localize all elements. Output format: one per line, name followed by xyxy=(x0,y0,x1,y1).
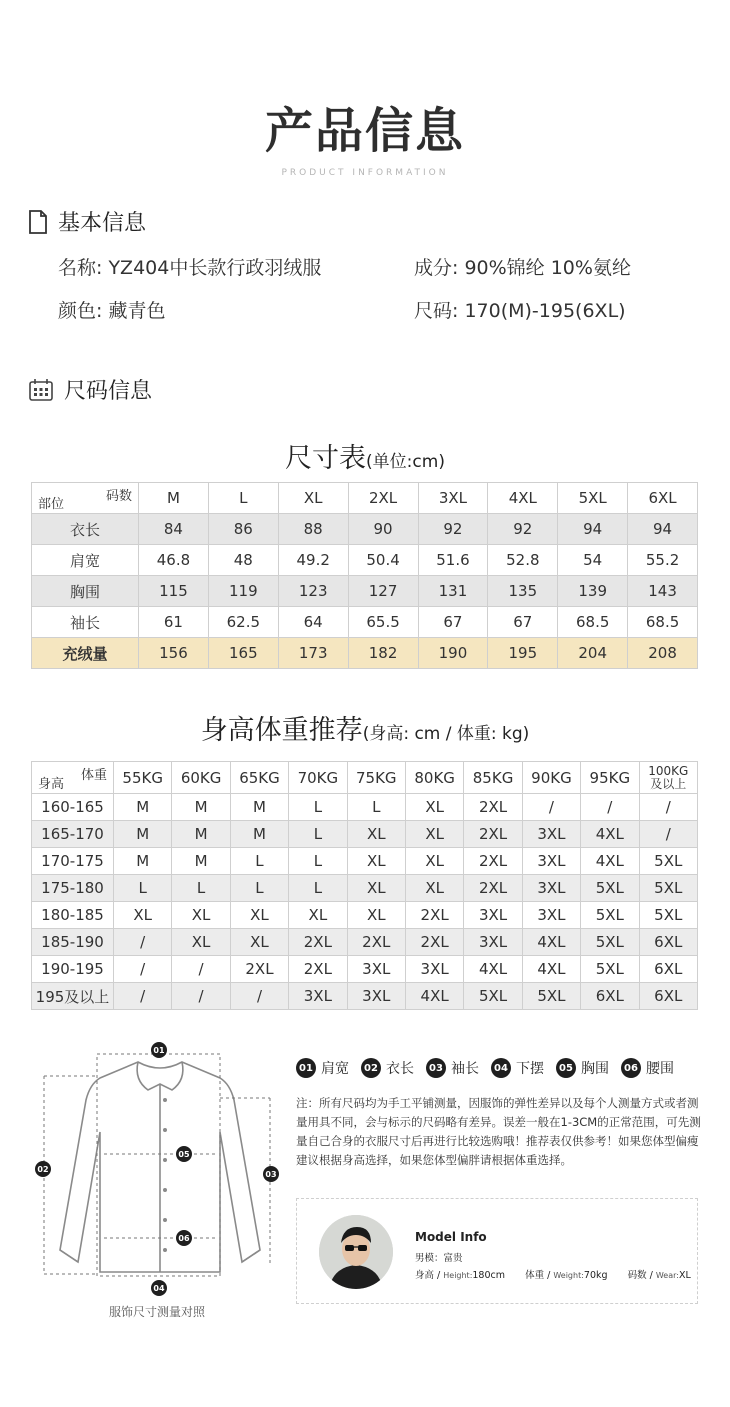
rec-cell: 3XL xyxy=(347,983,405,1010)
recommendation-table xyxy=(31,761,698,1010)
rec-cell: XL xyxy=(405,875,463,902)
marker-06: 06 xyxy=(176,1230,192,1246)
rec-cell: 3XL xyxy=(347,956,405,983)
model-stats xyxy=(415,1267,691,1281)
rec-cell: 6XL xyxy=(639,983,697,1010)
rec-cell: 2XL xyxy=(464,794,522,821)
size-cell: 208 xyxy=(628,638,698,669)
size-cell: 86 xyxy=(208,514,278,545)
weight-column-header: 100KG 及以上 xyxy=(639,762,697,794)
rec-cell: 6XL xyxy=(639,929,697,956)
rec-cell: / xyxy=(230,983,288,1010)
rec-cell: L xyxy=(114,875,172,902)
rec-cell: 4XL xyxy=(464,956,522,983)
legend-item xyxy=(556,1058,609,1078)
model-weight-label: 体重 / xyxy=(525,1270,554,1281)
rec-cell: / xyxy=(581,794,639,821)
size-cell: 195 xyxy=(488,638,558,669)
size-table-row xyxy=(32,607,698,638)
size-cell: 64 xyxy=(278,607,348,638)
size-cell: 115 xyxy=(139,576,209,607)
rec-cell: 4XL xyxy=(405,983,463,1010)
size-table-corner xyxy=(32,483,139,514)
corner-height-label: 身高 xyxy=(38,777,65,792)
size-cell: 165 xyxy=(208,638,278,669)
rec-table-row xyxy=(32,848,698,875)
model-size-en: Wear: xyxy=(655,1271,679,1280)
size-cell: 68.5 xyxy=(628,607,698,638)
rec-cell: 3XL xyxy=(522,875,580,902)
rec-cell: 2XL xyxy=(347,929,405,956)
legend-item xyxy=(491,1058,544,1078)
weight-column-header: 80KG xyxy=(405,762,463,794)
legend-number: 06 xyxy=(621,1058,641,1078)
legend-label: 腰围 xyxy=(646,1061,674,1077)
rec-table-row xyxy=(32,821,698,848)
size-cell: 67 xyxy=(488,607,558,638)
rec-cell: 5XL xyxy=(464,983,522,1010)
weight-column-header: 70KG xyxy=(289,762,347,794)
size-table-row xyxy=(32,638,698,669)
rec-table-row xyxy=(32,902,698,929)
rec-cell: 4XL xyxy=(581,821,639,848)
rec-table-row xyxy=(32,794,698,821)
size-cell: 90 xyxy=(348,514,418,545)
basic-info-heading xyxy=(28,206,146,237)
size-cell: 131 xyxy=(418,576,488,607)
rec-cell: XL xyxy=(230,902,288,929)
size-cell: 92 xyxy=(488,514,558,545)
model-size-label: 码数 / xyxy=(627,1270,656,1281)
corner-weight-label: 体重 xyxy=(80,768,107,783)
size-column-header: 6XL xyxy=(628,483,698,514)
rec-cell: XL xyxy=(405,794,463,821)
weight-column-header: 55KG xyxy=(114,762,172,794)
rec-cell: / xyxy=(522,794,580,821)
model-weight-value: 70kg xyxy=(583,1270,608,1281)
shirt-caption: 服饰尺寸测量对照 xyxy=(108,1305,205,1319)
legend-number: 02 xyxy=(361,1058,381,1078)
rec-cell: 5XL xyxy=(639,875,697,902)
size-cell: 49.2 xyxy=(278,545,348,576)
size-cell: 123 xyxy=(278,576,348,607)
rec-cell: 6XL xyxy=(639,956,697,983)
height-row-label: 180-185 xyxy=(32,902,114,929)
rec-cell: 5XL xyxy=(581,902,639,929)
rec-cell: M xyxy=(172,848,230,875)
rec-cell: XL xyxy=(289,902,347,929)
rec-cell: 2XL xyxy=(289,929,347,956)
rec-table-unit: (身高: cm / 体重: kg) xyxy=(362,724,530,744)
rec-table-caption xyxy=(0,708,730,747)
weight-column-header: 60KG xyxy=(172,762,230,794)
rec-cell: XL xyxy=(114,902,172,929)
size-cell: 94 xyxy=(628,514,698,545)
rec-cell: L xyxy=(172,875,230,902)
size-column-header: 4XL xyxy=(488,483,558,514)
rec-cell: 5XL xyxy=(581,929,639,956)
rec-cell: 2XL xyxy=(464,848,522,875)
legend-item xyxy=(296,1058,349,1078)
legend-item xyxy=(361,1058,414,1078)
rec-table-row xyxy=(32,983,698,1010)
model-info-title: Model Info xyxy=(415,1230,487,1244)
marker-04: 04 xyxy=(151,1280,167,1296)
document-icon xyxy=(28,210,48,234)
page-title: 产品信息 xyxy=(264,103,465,159)
rec-cell: 3XL xyxy=(405,956,463,983)
rec-cell: 5XL xyxy=(522,983,580,1010)
size-cell: 50.4 xyxy=(348,545,418,576)
height-row-label: 185-190 xyxy=(32,929,114,956)
size-cell: 190 xyxy=(418,638,488,669)
model-info-box xyxy=(296,1198,698,1304)
rec-cell: L xyxy=(289,875,347,902)
rec-cell: XL xyxy=(347,902,405,929)
rec-cell: 4XL xyxy=(581,848,639,875)
size-cell: 156 xyxy=(139,638,209,669)
size-table-unit: (单位:cm) xyxy=(366,452,445,472)
rec-cell: / xyxy=(114,929,172,956)
size-cell: 94 xyxy=(558,514,628,545)
product-color: 颜色: 藏青色 xyxy=(58,300,166,322)
legend-number: 01 xyxy=(296,1058,316,1078)
size-cell: 139 xyxy=(558,576,628,607)
corner-part-label: 部位 xyxy=(38,497,65,512)
measurement-note: 注：所有尺码均为手工平铺测量，因服饰的弹性差异以及每个人测量方式或者测量用具不同，会与标示的尺码略有差异。误差一般在1-3CM的正常范围，可先测量自己合身的衣服尺寸后再进行比较选购哦！推荐表仅供参考！如果您体型偏瘦建议根据身高选择，如果您体型偏胖请根据体重选择。 xyxy=(296,1096,701,1167)
rec-cell: / xyxy=(172,983,230,1010)
legend-number: 03 xyxy=(426,1058,446,1078)
size-table-caption xyxy=(0,436,730,475)
size-cell: 119 xyxy=(208,576,278,607)
model-weight-en: Weight: xyxy=(553,1271,584,1280)
size-row-label: 充绒量 xyxy=(32,638,139,669)
size-table xyxy=(31,482,698,669)
legend-item xyxy=(426,1058,479,1078)
weight-column-header: 95KG xyxy=(581,762,639,794)
height-row-label: 160-165 xyxy=(32,794,114,821)
size-cell: 48 xyxy=(208,545,278,576)
size-column-header: XL xyxy=(278,483,348,514)
rec-cell: 5XL xyxy=(639,848,697,875)
rec-cell: 3XL xyxy=(289,983,347,1010)
size-cell: 173 xyxy=(278,638,348,669)
rec-cell: / xyxy=(172,956,230,983)
size-cell: 92 xyxy=(418,514,488,545)
size-row-label: 衣长 xyxy=(32,514,139,545)
rec-cell: L xyxy=(289,794,347,821)
size-cell: 52.8 xyxy=(488,545,558,576)
size-info-heading xyxy=(28,374,152,405)
model-avatar xyxy=(319,1215,393,1289)
measurement-legend xyxy=(296,1058,686,1078)
rec-cell: M xyxy=(230,821,288,848)
rec-cell: XL xyxy=(172,929,230,956)
size-cell: 127 xyxy=(348,576,418,607)
rec-cell: 2XL xyxy=(464,875,522,902)
rec-cell: M xyxy=(230,794,288,821)
rec-cell: 2XL xyxy=(405,929,463,956)
rec-cell: XL xyxy=(405,848,463,875)
rec-cell: / xyxy=(639,821,697,848)
rec-table-header-row xyxy=(32,762,698,794)
product-material: 成分: 90%锦纶 10%氨纶 xyxy=(414,257,631,279)
size-cell: 51.6 xyxy=(418,545,488,576)
size-cell: 182 xyxy=(348,638,418,669)
size-cell: 204 xyxy=(558,638,628,669)
weight-column-header: 65KG xyxy=(230,762,288,794)
size-table-row xyxy=(32,545,698,576)
height-row-label: 170-175 xyxy=(32,848,114,875)
rec-cell: 6XL xyxy=(581,983,639,1010)
size-cell: 88 xyxy=(278,514,348,545)
rec-cell: 3XL xyxy=(464,902,522,929)
size-cell: 55.2 xyxy=(628,545,698,576)
model-height-value: 180cm xyxy=(472,1270,506,1281)
rec-cell: XL xyxy=(405,821,463,848)
rec-cell: XL xyxy=(347,821,405,848)
rec-table-row xyxy=(32,875,698,902)
rec-cell: L xyxy=(289,821,347,848)
rec-cell: 2XL xyxy=(405,902,463,929)
size-column-header: 5XL xyxy=(558,483,628,514)
height-row-label: 165-170 xyxy=(32,821,114,848)
size-row-label: 胸围 xyxy=(32,576,139,607)
legend-label: 袖长 xyxy=(451,1061,479,1077)
size-cell: 65.5 xyxy=(348,607,418,638)
rec-cell: M xyxy=(114,848,172,875)
legend-label: 下摆 xyxy=(516,1061,544,1077)
height-row-label: 195及以上 xyxy=(32,983,114,1010)
rec-cell: M xyxy=(114,794,172,821)
rec-table-title: 身高体重推荐 xyxy=(200,715,363,746)
rec-table-corner xyxy=(32,762,114,794)
corner-size-label: 码数 xyxy=(105,489,132,504)
height-row-label: 190-195 xyxy=(32,956,114,983)
rec-cell: M xyxy=(114,821,172,848)
size-column-header: 2XL xyxy=(348,483,418,514)
rec-cell: 5XL xyxy=(581,956,639,983)
size-table-title: 尺寸表 xyxy=(285,443,367,474)
shirt-diagram xyxy=(30,1040,280,1300)
size-row-label: 肩宽 xyxy=(32,545,139,576)
legend-label: 肩宽 xyxy=(321,1061,349,1077)
size-cell: 67 xyxy=(418,607,488,638)
legend-number: 04 xyxy=(491,1058,511,1078)
size-cell: 54 xyxy=(558,545,628,576)
legend-label: 胸围 xyxy=(581,1061,609,1077)
rec-cell: 4XL xyxy=(522,956,580,983)
size-cell: 62.5 xyxy=(208,607,278,638)
size-column-header: L xyxy=(208,483,278,514)
rec-cell: 5XL xyxy=(639,902,697,929)
rec-cell: 2XL xyxy=(230,956,288,983)
rec-cell: 3XL xyxy=(522,902,580,929)
size-cell: 84 xyxy=(139,514,209,545)
rec-table-row xyxy=(32,929,698,956)
size-table-row xyxy=(32,514,698,545)
marker-02: 02 xyxy=(35,1161,51,1177)
size-info-title: 尺码信息 xyxy=(64,379,153,404)
legend-number: 05 xyxy=(556,1058,576,1078)
size-cell: 143 xyxy=(628,576,698,607)
weight-column-header: 75KG xyxy=(347,762,405,794)
model-size-value: XL xyxy=(678,1270,691,1281)
calendar-icon xyxy=(28,378,54,402)
model-name: 男模：富贵 xyxy=(415,1253,463,1264)
size-row-label: 袖长 xyxy=(32,607,139,638)
rec-cell: L xyxy=(230,848,288,875)
product-name: 名称: YZ404中长款行政羽绒服 xyxy=(58,257,322,279)
page-subtitle: PRODUCT INFORMATION xyxy=(281,168,449,178)
shirt-outline-icon xyxy=(30,1040,280,1300)
size-column-header: M xyxy=(139,483,209,514)
rec-cell: 2XL xyxy=(289,956,347,983)
model-height-label: 身高 / xyxy=(415,1270,444,1281)
size-cell: 68.5 xyxy=(558,607,628,638)
basic-info-title: 基本信息 xyxy=(58,211,147,236)
weight-column-header: 90KG xyxy=(522,762,580,794)
rec-cell: M xyxy=(172,821,230,848)
rec-cell: XL xyxy=(347,875,405,902)
rec-cell: 3XL xyxy=(522,848,580,875)
product-size-range: 尺码: 170(M)-195(6XL) xyxy=(414,300,626,322)
rec-cell: L xyxy=(289,848,347,875)
height-row-label: 175-180 xyxy=(32,875,114,902)
rec-cell: / xyxy=(114,956,172,983)
size-cell: 46.8 xyxy=(139,545,209,576)
marker-03: 03 xyxy=(263,1166,279,1182)
size-cell: 61 xyxy=(139,607,209,638)
size-table-header-row xyxy=(32,483,698,514)
rec-cell: XL xyxy=(347,848,405,875)
size-column-header: 3XL xyxy=(418,483,488,514)
rec-cell: L xyxy=(230,875,288,902)
rec-cell: XL xyxy=(172,902,230,929)
rec-cell: 3XL xyxy=(522,821,580,848)
rec-cell: / xyxy=(639,794,697,821)
size-table-row xyxy=(32,576,698,607)
weight-column-header: 85KG xyxy=(464,762,522,794)
legend-item xyxy=(621,1058,674,1078)
rec-cell: / xyxy=(114,983,172,1010)
rec-cell: XL xyxy=(230,929,288,956)
size-cell: 135 xyxy=(488,576,558,607)
legend-label: 衣长 xyxy=(386,1061,414,1077)
rec-cell: M xyxy=(172,794,230,821)
rec-cell: 5XL xyxy=(581,875,639,902)
rec-cell: 3XL xyxy=(464,929,522,956)
rec-cell: L xyxy=(347,794,405,821)
rec-table-row xyxy=(32,956,698,983)
rec-cell: 2XL xyxy=(464,821,522,848)
marker-01: 01 xyxy=(151,1042,167,1058)
model-height-en: Height: xyxy=(443,1271,473,1280)
rec-cell: 4XL xyxy=(522,929,580,956)
marker-05: 05 xyxy=(176,1146,192,1162)
